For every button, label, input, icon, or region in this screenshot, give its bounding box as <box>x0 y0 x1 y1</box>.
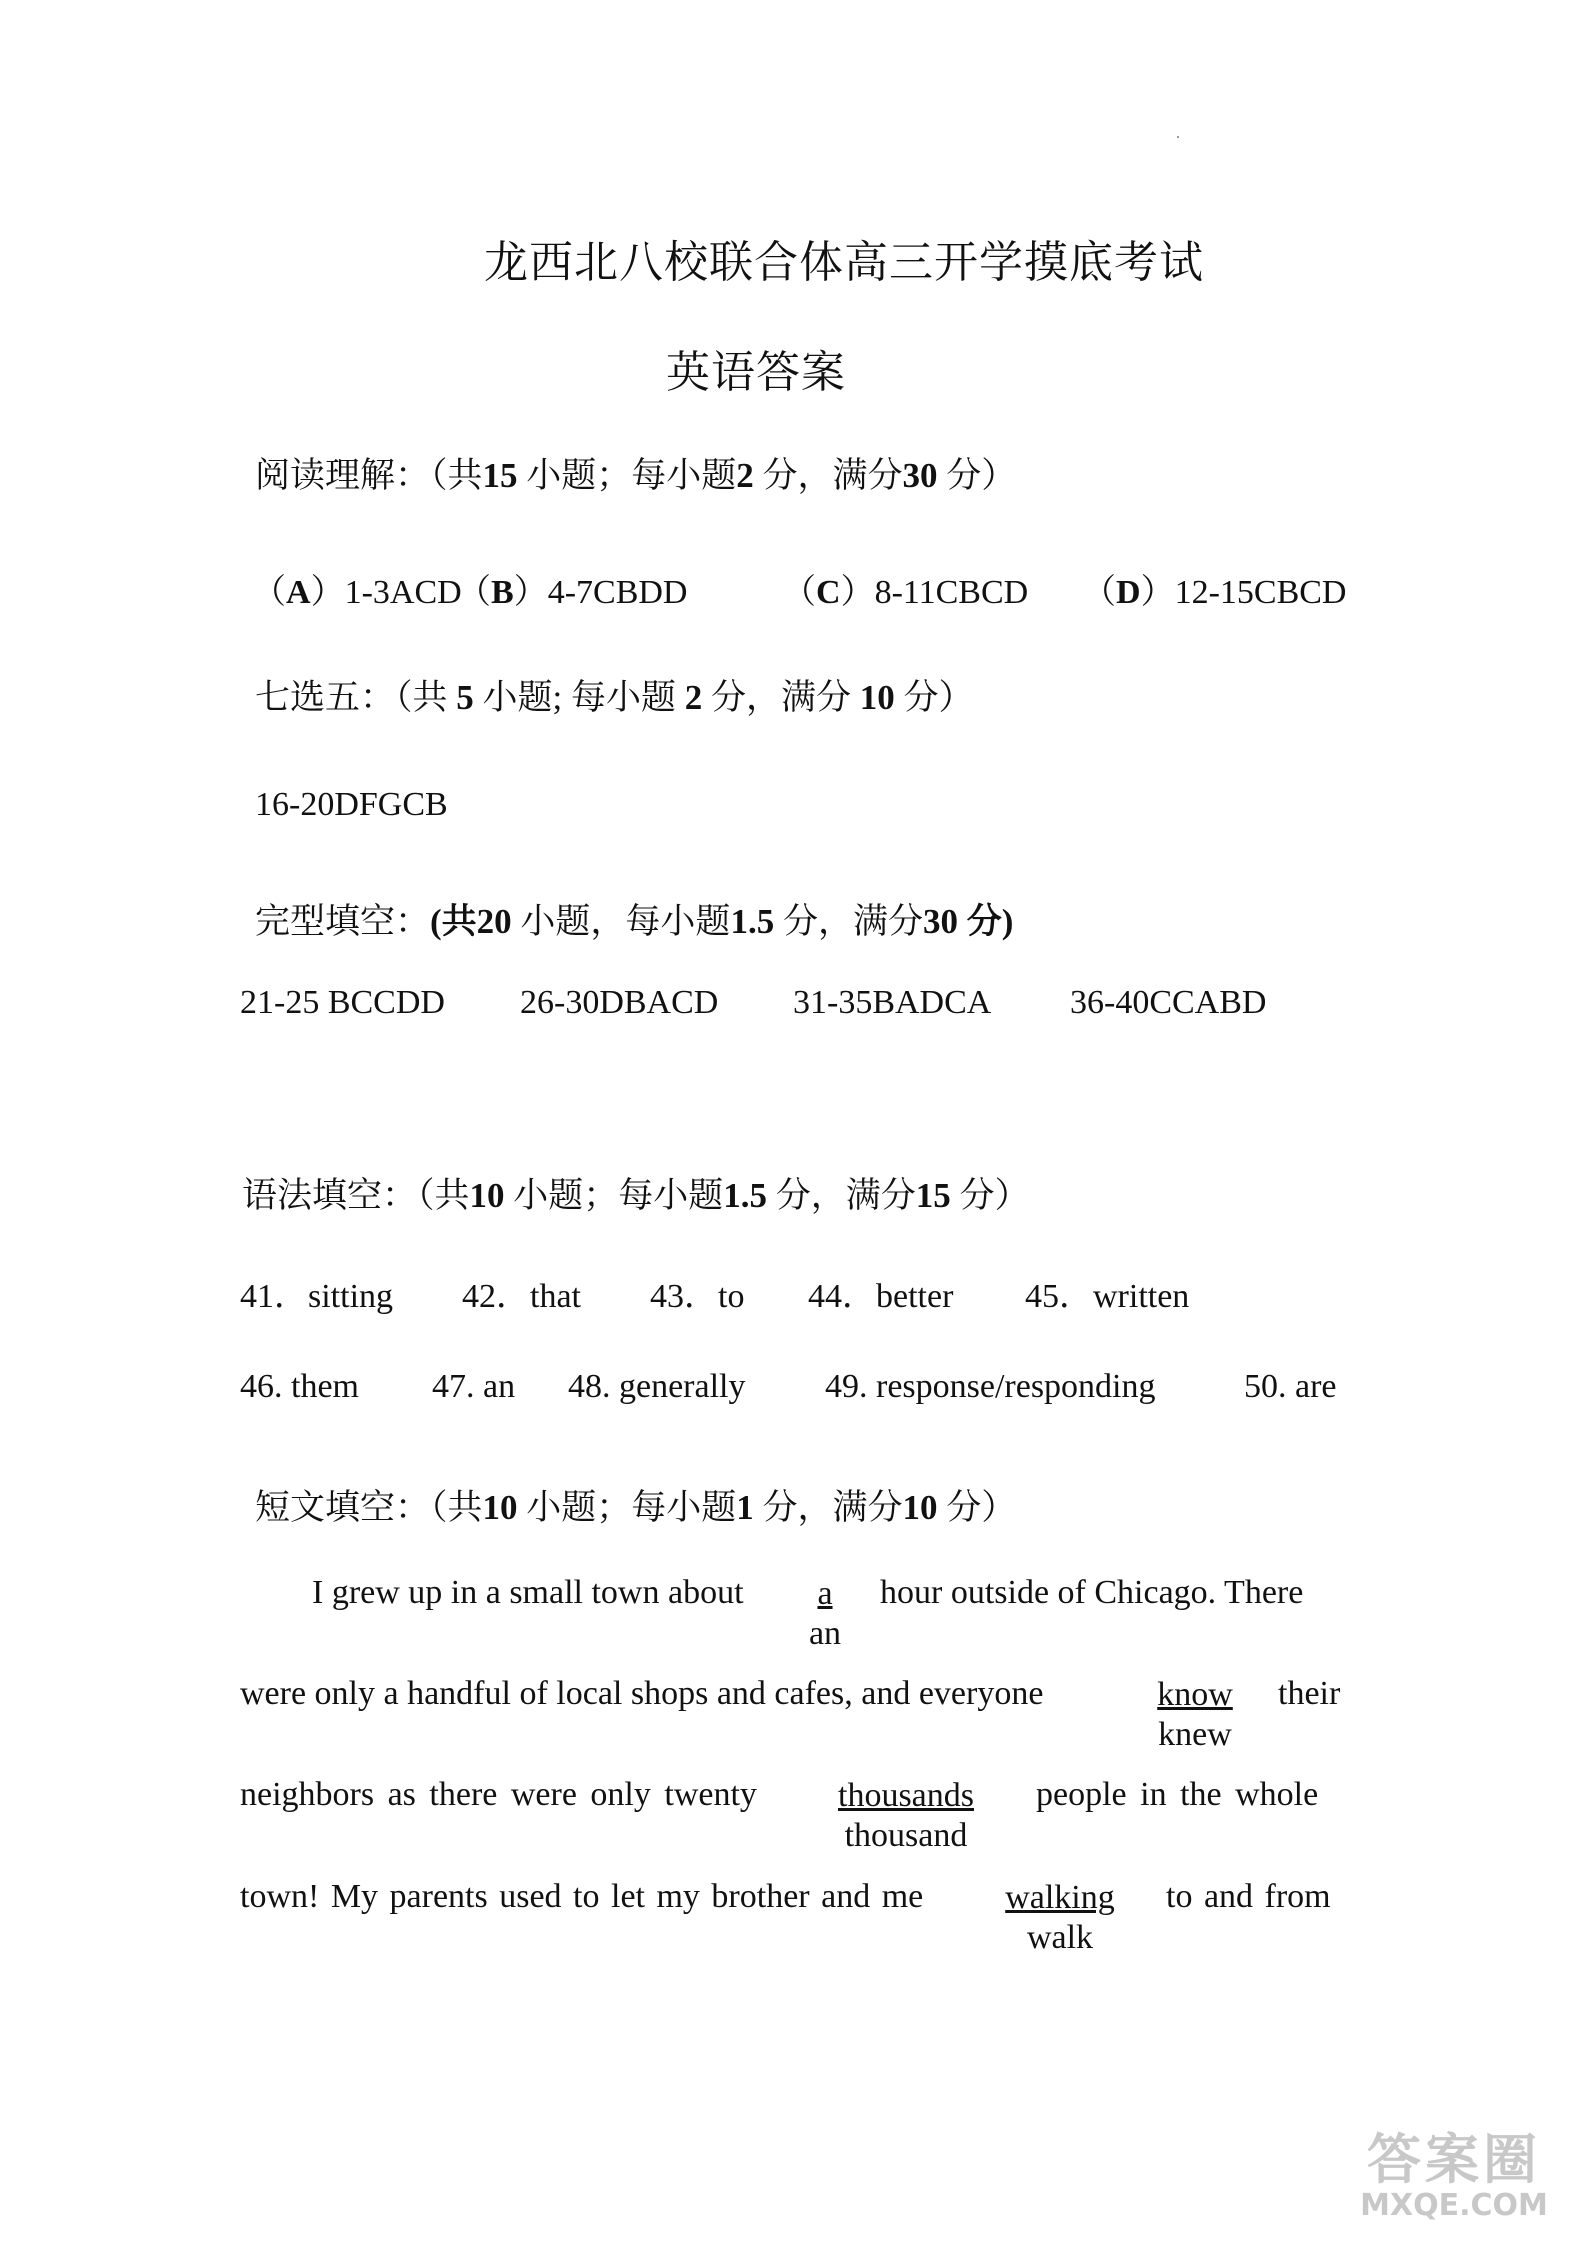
grammar-answer: 48. generally <box>568 1368 746 1405</box>
grammar-answer: 50. are <box>1244 1368 1337 1405</box>
reading-group-b: （B）4-7CBDD <box>457 574 688 611</box>
original-word: thousands <box>838 1777 974 1814</box>
correction <box>822 1776 990 1856</box>
grammar-answer: 41．sitting <box>240 1278 394 1315</box>
grammar-answer: 47. an <box>432 1368 516 1405</box>
document-subtitle: 英语答案 <box>666 348 846 397</box>
grammar-answer: 42．that <box>462 1278 581 1315</box>
cloze-answer: 36-40CCABD <box>1070 984 1267 1021</box>
document-title: 龙西北八校联合体高三开学摸底考试 <box>484 238 1204 287</box>
passage-line: I grew up in a small town about <box>312 1574 744 1611</box>
passage-line: town! My parents used to let my brother and me <box>240 1878 924 1915</box>
passage-line: neighbors as there were only twenty <box>240 1776 757 1813</box>
corrected-word: thousand <box>844 1817 968 1854</box>
grammar-answer: 49. response/responding <box>825 1368 1156 1405</box>
original-word: a <box>817 1575 833 1612</box>
watermark-logo <box>1349 2128 1559 2231</box>
seven-five-answers: 16-20DFGCB <box>255 786 448 823</box>
passage-line: people in the whole <box>1036 1776 1319 1813</box>
reading-group-d: （D）12-15CBCD <box>1082 574 1347 611</box>
seven-five-heading: 七选五：（共 5 小题; 每小题 2 分，满分 10 分） <box>255 678 974 717</box>
cloze-answer: 26-30DBACD <box>520 984 719 1021</box>
grammar-answer: 45．written <box>1025 1278 1190 1315</box>
cloze-answer: 31-35BADCA <box>793 984 992 1021</box>
corrected-word: knew <box>1158 1716 1232 1753</box>
watermark-text: 答案圈 <box>1367 2128 1541 2191</box>
passage-line: were only a handful of local shops and cafes, and everyone <box>240 1675 1044 1712</box>
grammar-answer: 46. them <box>240 1368 359 1405</box>
correction <box>1140 1675 1250 1755</box>
grammar-answer: 44．better <box>808 1278 954 1315</box>
passage-line: to and from <box>1166 1878 1331 1915</box>
grammar-answer: 43．to <box>650 1278 745 1315</box>
short-text-heading: 短文填空：（共10 小题；每小题1 分，满分10 分） <box>255 1488 1017 1527</box>
cloze-answer: 21-25 BCCDD <box>240 984 445 1021</box>
passage-line: their <box>1278 1675 1341 1712</box>
reading-group-c: （C）8-11CBCD <box>782 574 1029 611</box>
corrected-word: walk <box>1026 1919 1094 1956</box>
watermark-url: MXQE.COM <box>1360 2188 1548 2223</box>
passage-line: hour outside of Chicago. There <box>880 1574 1304 1611</box>
original-word: know <box>1157 1676 1233 1713</box>
cloze-heading: 完型填空：(共20 小题，每小题1.5 分，满分30 分) <box>255 902 1014 941</box>
corrected-word: an <box>808 1615 842 1652</box>
scan-speck <box>1177 136 1179 138</box>
original-word: walking <box>1005 1879 1115 1916</box>
grammar-heading: 语法填空：（共10 小题；每小题1.5 分，满分15 分） <box>242 1176 1030 1215</box>
reading-group-a: （A）1-3ACD <box>252 574 462 611</box>
reading-heading: 阅读理解：（共15 小题；每小题2 分，满分30 分） <box>255 456 1017 495</box>
correction <box>790 1574 860 1654</box>
correction <box>990 1878 1130 1958</box>
